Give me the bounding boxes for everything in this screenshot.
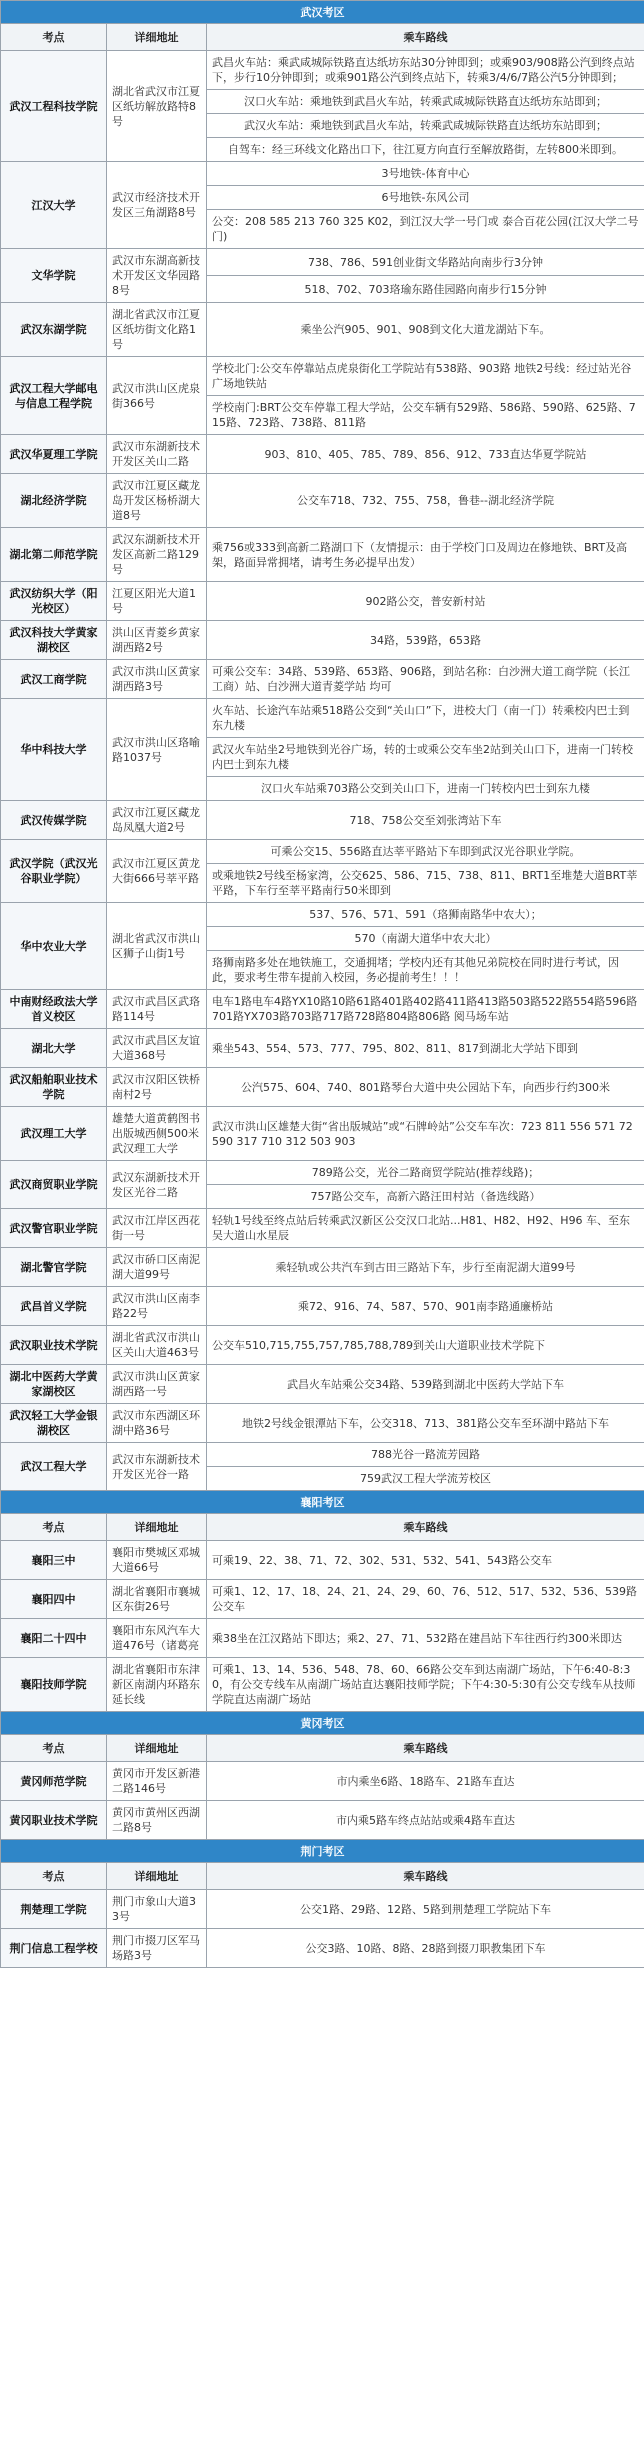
route-description: 市内乘5路车终点站站或乘4路车直达	[207, 1801, 644, 1840]
table-row	[1, 249, 644, 276]
column-header-row	[1, 1514, 644, 1541]
table-row	[1, 474, 644, 528]
region-row	[1, 1, 644, 24]
exam-site-address: 湖北省襄阳市东津新区南湖内环路东延长线	[107, 1658, 207, 1712]
table-row	[1, 1107, 644, 1161]
exam-site-name: 华中科技大学	[1, 699, 107, 801]
route-description: 自驾车：经三环线文化路出口下，往江夏方向直行至解放路街，左转800米即到。	[207, 138, 644, 162]
table-row	[1, 990, 644, 1029]
route-description: 公交1路、29路、12路、5路到荆楚理工学院站下车	[207, 1890, 644, 1929]
exam-site-address: 荆门市掇刀区军马场路3号	[107, 1929, 207, 1968]
route-description: 乘轻轨或公共汽车到古田三路站下车，步行至南泥湖大道99号	[207, 1248, 644, 1287]
route-description: 汉口火车站乘703路公交到关山口下，进南一门转校内巴士到东九楼	[207, 777, 644, 801]
exam-site-address: 黄冈市黄州区西湖二路8号	[107, 1801, 207, 1840]
route-description: 公汽575、604、740、801路琴台大道中央公园站下车，向西步行约300米	[207, 1068, 644, 1107]
route-description: 乘38坐在江汉路站下即达；乘2、27、71、532路在建昌站下车往西行约300米即达	[207, 1619, 644, 1658]
exam-site-name: 武汉职业技术学院	[1, 1326, 107, 1365]
table-row	[1, 357, 644, 396]
header-route: 乘车路线	[207, 1735, 644, 1762]
exam-site-address: 荆门市象山大道33号	[107, 1890, 207, 1929]
exam-site-name: 襄阳二十四中	[1, 1619, 107, 1658]
route-description: 757路公交车，高新六路汪田村站（备选线路）	[207, 1185, 644, 1209]
exam-site-address: 湖北省襄阳市襄城区东街26号	[107, 1580, 207, 1619]
route-description: 或乘地铁2号线至杨家湾，公交625、586、715、738、811、BRT1至堆楚大道BRT莘平路，下车行至莘平路南行50米即到	[207, 864, 644, 903]
route-description: 学校南门:BRT公交车停靠工程大学站，公交车辆有529路、586路、590路、625路、715路、723路、738路、811路	[207, 396, 644, 435]
route-description: 518、702、703珞瑜东路佳园路向南步行15分钟	[207, 276, 644, 303]
region-row	[1, 1712, 644, 1735]
exam-site-address: 江夏区阳光大道1号	[107, 582, 207, 621]
exam-site-name: 黄冈职业技术学院	[1, 1801, 107, 1840]
table-row	[1, 1029, 644, 1068]
exam-site-name: 武汉轻工大学金银湖校区	[1, 1404, 107, 1443]
exam-site-address: 武汉市江夏区藏龙岛凤凰大道2号	[107, 801, 207, 840]
region-row	[1, 1491, 644, 1514]
route-description: 电车1路电车4路YX10路10路61路401路402路411路413路503路522路554路596路701路YX703路703路717路728路804路806路 阅马场车站	[207, 990, 644, 1029]
exam-site-name: 武汉工商学院	[1, 660, 107, 699]
route-description: 乘坐543、554、573、777、795、802、811、817到湖北大学站下即到	[207, 1029, 644, 1068]
table-row	[1, 1929, 644, 1968]
route-description: 武昌火车站：乘武咸城际铁路直达纸坊东站30分钟即到；或乘903/908路公汽到终点站下，步行10分钟即到；或乘901路公汽到终点站下，转乘3/4/6/7路公汽5分钟即到；	[207, 51, 644, 90]
route-description: 759武汉工程大学流芳校区	[207, 1467, 644, 1491]
route-description: 乘72、916、74、587、570、901南李路通廉桥站	[207, 1287, 644, 1326]
table-row	[1, 1287, 644, 1326]
exam-site-address: 武汉市东西湖区环湖中路36号	[107, 1404, 207, 1443]
table-row	[1, 699, 644, 738]
exam-site-name: 江汉大学	[1, 162, 107, 249]
exam-site-address: 武汉市经济技术开发区三角湖路8号	[107, 162, 207, 249]
exam-site-address: 湖北省武汉市江夏区纸坊解放路特8号	[107, 51, 207, 162]
exam-site-name: 武汉科技大学黄家湖校区	[1, 621, 107, 660]
exam-site-name: 武汉纺织大学（阳光校区）	[1, 582, 107, 621]
exam-site-name: 武汉理工大学	[1, 1107, 107, 1161]
exam-site-name: 武汉商贸职业学院	[1, 1161, 107, 1209]
exam-site-address: 湖北省武汉市江夏区纸坊街文化路1号	[107, 303, 207, 357]
table-row	[1, 162, 644, 186]
exam-site-address: 武汉东湖新技术开发区光谷二路	[107, 1161, 207, 1209]
route-description: 可乘公交车：34路、539路、653路、906路，到站名称：白沙洲大道工商学院（长江工商）站、白沙洲大道青菱学站 均可	[207, 660, 644, 699]
exam-site-name: 武汉警官职业学院	[1, 1209, 107, 1248]
exam-site-address: 武汉市洪山区虎泉街366号	[107, 357, 207, 435]
exam-site-name: 武汉船舶职业技术学院	[1, 1068, 107, 1107]
route-description: 570（南湖大道华中农大北）	[207, 927, 644, 951]
exam-site-name: 荆门信息工程学校	[1, 1929, 107, 1968]
exam-site-name: 襄阳四中	[1, 1580, 107, 1619]
table-row	[1, 1443, 644, 1467]
route-description: 可乘1、12、17、18、24、21、24、29、60、76、512、517、532、536、539路公交车	[207, 1580, 644, 1619]
exam-site-name: 华中农业大学	[1, 903, 107, 990]
route-description: 3号地铁-体育中心	[207, 162, 644, 186]
exam-site-name: 武昌首义学院	[1, 1287, 107, 1326]
route-description: 公交车510,715,755,757,785,788,789到关山大道职业技术学院下	[207, 1326, 644, 1365]
header-address: 详细地址	[107, 1514, 207, 1541]
header-address: 详细地址	[107, 1863, 207, 1890]
exam-site-name: 武汉传媒学院	[1, 801, 107, 840]
table-row	[1, 528, 644, 582]
exam-site-address: 洪山区青菱乡黄家湖西路2号	[107, 621, 207, 660]
route-description: 公交车718、732、755、758，鲁巷--湖北经济学院	[207, 474, 644, 528]
table-row	[1, 1365, 644, 1404]
route-description: 汉口火车站：乘地铁到武昌火车站，转乘武咸城际铁路直达纸坊东站即到；	[207, 90, 644, 114]
exam-site-name: 湖北经济学院	[1, 474, 107, 528]
route-description: 738、786、591创业街文华路站向南步行3分钟	[207, 249, 644, 276]
route-description: 火车站、长途汽车站乘518路公交到“关山口”下，进校大门（南一门）转乘校内巴士到东九楼	[207, 699, 644, 738]
route-description: 可乘1、13、14、536、548、78、60、66路公交车到达南湖广场站，下午6:40-8:30，有公交专线车从南湖广场站直达襄阳技师学院；下午4:30-5:30有公交专线车从技师学院直达南湖广场站	[207, 1658, 644, 1712]
route-description: 武汉市洪山区雄楚大街“省出版城站”或“石牌岭站”公交车车次：723 811 556 571 72 590 317 710 312 503 903	[207, 1107, 644, 1161]
exam-site-address: 武汉市洪山区珞喻路1037号	[107, 699, 207, 801]
table-row	[1, 903, 644, 927]
table-row	[1, 582, 644, 621]
route-description: 武汉火车站坐2号地铁到光谷广场，转的士或乘公交车坐2站到关山口下，进南一门转校内巴士到东九楼	[207, 738, 644, 777]
exam-site-address: 武汉市江夏区藏龙岛开发区杨桥湖大道8号	[107, 474, 207, 528]
exam-site-address: 武汉市洪山区南李路22号	[107, 1287, 207, 1326]
header-address: 详细地址	[107, 1735, 207, 1762]
column-header-row	[1, 24, 644, 51]
exam-site-address: 武汉市洪山区黄家湖西路3号	[107, 660, 207, 699]
table-row	[1, 1541, 644, 1580]
exam-site-address: 武汉市硚口区南泥湖大道99号	[107, 1248, 207, 1287]
exam-site-address: 黄冈市开发区新港二路146号	[107, 1762, 207, 1801]
exam-site-address: 湖北省武汉市洪山区狮子山街1号	[107, 903, 207, 990]
route-description: 学校北门:公交车停靠站点虎泉街化工学院站有538路、903路 地铁2号线：经过站光谷广场地铁站	[207, 357, 644, 396]
header-exam-site: 考点	[1, 1735, 107, 1762]
table-row	[1, 660, 644, 699]
exam-site-address: 武汉市江夏区黄龙大街666号莘平路	[107, 840, 207, 903]
route-description: 718、758公交至刘张湾站下车	[207, 801, 644, 840]
route-description: 902路公交，普安新村站	[207, 582, 644, 621]
exam-site-name: 武汉学院（武汉光谷职业学院）	[1, 840, 107, 903]
region-title: 荆门考区	[1, 1840, 644, 1863]
route-description: 珞狮南路多处在地铁施工，交通拥堵；学校内还有其他兄弟院校在同时进行考试，因此，要求考生带车提前入校园，务必提前考生！！！	[207, 951, 644, 990]
exam-site-address: 武汉市东湖高新技术开发区文华园路8号	[107, 249, 207, 303]
route-description: 乘756或333到高新二路湖口下（友情提示：由于学校门口及周边在修地铁、BRT及高架，路面异常拥堵，请考生务必提早出发）	[207, 528, 644, 582]
route-description: 公交：208 585 213 760 325 K02，到江汉大学一号门或 泰合百花公园(江汉大学二号门)	[207, 210, 644, 249]
route-description: 武昌火车站乘公交34路、539路到湖北中医药大学站下车	[207, 1365, 644, 1404]
table-row	[1, 1209, 644, 1248]
exam-site-name: 湖北警官学院	[1, 1248, 107, 1287]
exam-site-name: 武汉工程大学邮电与信息工程学院	[1, 357, 107, 435]
column-header-row	[1, 1735, 644, 1762]
exam-site-address: 武汉市汉阳区铁桥南村2号	[107, 1068, 207, 1107]
table-row	[1, 1890, 644, 1929]
table-row	[1, 51, 644, 90]
route-description: 789路公交，光谷二路商贸学院站(推荐线路)；	[207, 1161, 644, 1185]
exam-site-name: 湖北中医药大学黄家湖校区	[1, 1365, 107, 1404]
table-row	[1, 1068, 644, 1107]
table-row	[1, 303, 644, 357]
exam-site-name: 荆楚理工学院	[1, 1890, 107, 1929]
exam-site-address: 武汉东湖新技术开发区高新二路129号	[107, 528, 207, 582]
route-description: 34路，539路，653路	[207, 621, 644, 660]
route-description: 6号地铁-东风公司	[207, 186, 644, 210]
header-route: 乘车路线	[207, 1514, 644, 1541]
region-title: 黄冈考区	[1, 1712, 644, 1735]
exam-site-address: 襄阳市东风汽车大道476号（诸葛亮	[107, 1619, 207, 1658]
route-description: 可乘19、22、38、71、72、302、531、532、541、543路公交车	[207, 1541, 644, 1580]
table-row	[1, 1248, 644, 1287]
exam-site-name: 武汉工程大学	[1, 1443, 107, 1491]
table-row	[1, 1161, 644, 1185]
region-title: 武汉考区	[1, 1, 644, 24]
table-row	[1, 1404, 644, 1443]
route-description: 537、576、571、591（珞狮南路华中农大）；	[207, 903, 644, 927]
table-row	[1, 840, 644, 864]
header-route: 乘车路线	[207, 24, 644, 51]
exam-site-address: 武汉市武昌区武珞路114号	[107, 990, 207, 1029]
exam-site-name: 襄阳三中	[1, 1541, 107, 1580]
header-exam-site: 考点	[1, 1514, 107, 1541]
exam-site-name: 中南财经政法大学首义校区	[1, 990, 107, 1029]
route-description: 轻轨1号线至终点站后转乘武汉新区公交汉口北站...H81、H82、H92、H96 车、至东吴大道山水星辰	[207, 1209, 644, 1248]
exam-site-address: 武汉市东湖新技术开发区关山二路	[107, 435, 207, 474]
exam-site-name: 湖北大学	[1, 1029, 107, 1068]
route-description: 地铁2号线金银潭站下车，公交318、713、381路公交车至环湖中路站下车	[207, 1404, 644, 1443]
column-header-row	[1, 1863, 644, 1890]
exam-site-name: 武汉东湖学院	[1, 303, 107, 357]
route-description: 可乘公交15、556路直达莘平路站下车即到武汉光谷职业学院。	[207, 840, 644, 864]
table-row	[1, 1658, 644, 1712]
table-row	[1, 1801, 644, 1840]
exam-site-name: 襄阳技师学院	[1, 1658, 107, 1712]
exam-site-address: 武汉市江岸区西花街一号	[107, 1209, 207, 1248]
route-description: 788光谷一路流芳园路	[207, 1443, 644, 1467]
exam-site-name: 武汉华夏理工学院	[1, 435, 107, 474]
exam-site-address: 武汉市洪山区黄家湖西路一号	[107, 1365, 207, 1404]
region-row	[1, 1840, 644, 1863]
header-address: 详细地址	[107, 24, 207, 51]
table-row	[1, 1580, 644, 1619]
table-row	[1, 1326, 644, 1365]
header-route: 乘车路线	[207, 1863, 644, 1890]
route-description: 903、810、405、785、789、856、912、733直达华夏学院站	[207, 435, 644, 474]
exam-site-name: 武汉工程科技学院	[1, 51, 107, 162]
table-row	[1, 1762, 644, 1801]
exam-site-name: 文华学院	[1, 249, 107, 303]
exam-site-address: 武汉市武昌区友谊大道368号	[107, 1029, 207, 1068]
exam-site-name: 黄冈师范学院	[1, 1762, 107, 1801]
route-description: 武汉火车站：乘地铁到武昌火车站，转乘武咸城际铁路直达纸坊东站即到；	[207, 114, 644, 138]
exam-site-address: 湖北省武汉市洪山区关山大道463号	[107, 1326, 207, 1365]
header-exam-site: 考点	[1, 24, 107, 51]
table-row	[1, 1619, 644, 1658]
route-description: 市内乘坐6路、18路车、21路车直达	[207, 1762, 644, 1801]
exam-site-address: 武汉市东湖新技术开发区光谷一路	[107, 1443, 207, 1491]
exam-site-address: 雄楚大道黄鹤图书出版城西侧500米武汉理工大学	[107, 1107, 207, 1161]
route-description: 乘坐公汽905、901、908到文化大道龙湖站下车。	[207, 303, 644, 357]
table-row	[1, 801, 644, 840]
exam-site-address: 襄阳市樊城区邓城大道66号	[107, 1541, 207, 1580]
exam-site-name: 湖北第二师范学院	[1, 528, 107, 582]
table-row	[1, 435, 644, 474]
region-title: 襄阳考区	[1, 1491, 644, 1514]
table-row	[1, 621, 644, 660]
header-exam-site: 考点	[1, 1863, 107, 1890]
route-description: 公交3路、10路、8路、28路到掇刀职教集团下车	[207, 1929, 644, 1968]
